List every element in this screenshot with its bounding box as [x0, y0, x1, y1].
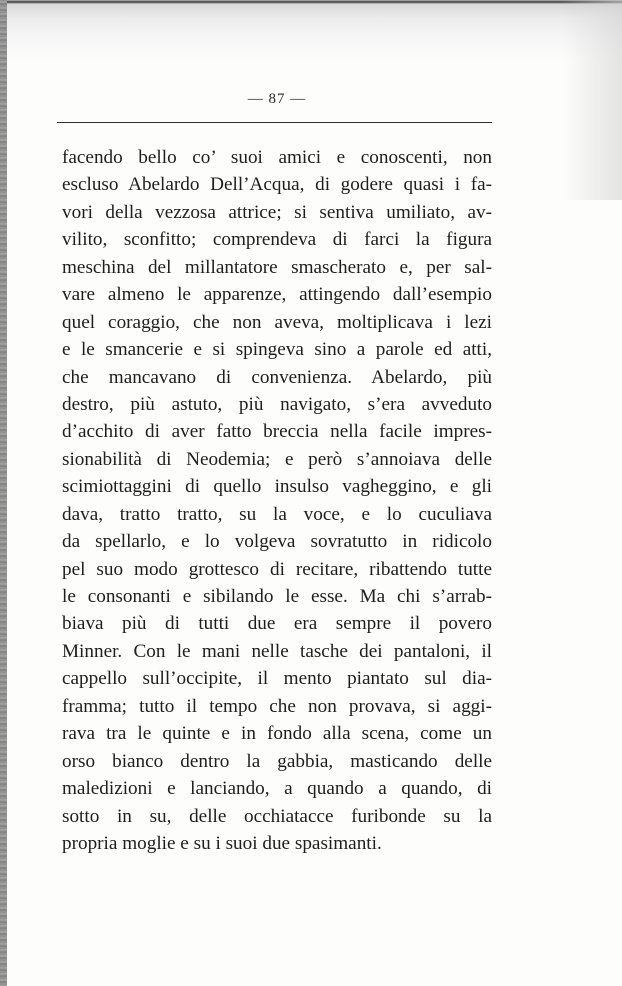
text-line: d’acchito di aver fatto breccia nella facile impres-: [62, 421, 492, 443]
text-line: orso bianco dentro la gabbia, masticando delle: [62, 750, 492, 772]
text-line: rava tra le quinte e in fondo alla scena, come un: [62, 723, 492, 745]
text-line: cappello sull’occipite, il mento piantato sul dia-: [62, 668, 492, 690]
text-line: che mancavano di convenienza. Abelardo, più: [62, 366, 492, 388]
text-line: vori della vezzosa attrice; si sentiva umiliato, av-: [62, 201, 492, 223]
text-line: le consonanti e sibilando le esse. Ma chi s’arrab-: [62, 586, 492, 607]
text-line: framma; tutto il tempo che non provava, si aggi-: [62, 695, 492, 717]
text-line: biava più di tutti due era sempre il povero: [62, 613, 492, 635]
body-text: [62, 144, 492, 857]
text-line: Minner. Con le mani nelle tasche dei pantaloni, il: [62, 640, 492, 662]
text-line: quel coraggio, che non aveva, moltiplicava i lezi: [62, 311, 492, 333]
text-line: sotto in su, delle occhiatacce furibonde su la: [62, 805, 492, 827]
text-line: da spellarlo, e lo volgeva sovratutto in ridicolo: [62, 531, 492, 553]
text-line: facendo bello co’ suoi amici e conoscenti, non: [62, 147, 492, 168]
text-line: destro, più astuto, più navigato, s’era avveduto: [62, 393, 492, 415]
text-line: dava, tratto tratto, su la voce, e lo cuculiava: [62, 503, 492, 525]
scan-left-edge: [0, 0, 7, 986]
text-line: e le smancerie e si spingeva sino a parole ed atti,: [62, 339, 492, 361]
text-line: scimiottaggini di quello insulso vagheggino, e gli: [62, 476, 492, 498]
header-rule: [57, 122, 492, 123]
text-line: vare almeno le apparenze, attingendo dall’esempio: [62, 284, 492, 306]
text-line: pel suo modo grottesco di recitare, ribattendo tutte: [62, 558, 492, 580]
text-line: meschina del millantatore smascherato e, per sal-: [62, 256, 492, 278]
text-line: vilito, sconfitto; comprendeva di farci la figura: [62, 229, 492, 251]
page-number: — 87 —: [247, 91, 307, 107]
text-line: maledizioni e lanciando, a quando a quando, di: [62, 778, 492, 800]
text-line: sionabilità di Neodemia; e però s’annoiava delle: [62, 448, 492, 470]
scan-corner-shadow: [562, 0, 622, 200]
text-line-last: propria moglie e su i suoi due spasimanti.: [62, 832, 382, 854]
scan-top-shadow: [0, 0, 622, 60]
text-line: escluso Abelardo Dell’Acqua, di godere quasi i fa-: [62, 174, 492, 196]
